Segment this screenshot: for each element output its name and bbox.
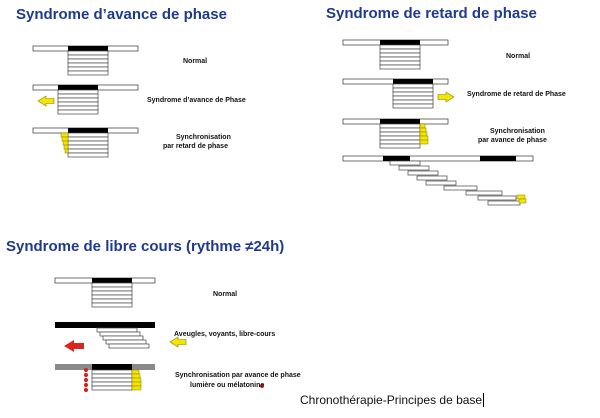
- dark-bar: [55, 322, 155, 328]
- delay-shifted-row: [343, 79, 454, 108]
- label-advance-sync-1: Synchronisation: [176, 134, 231, 141]
- advance-normal-row: [33, 46, 138, 75]
- sleep-block: [58, 85, 98, 90]
- yellow-shift: [420, 124, 425, 128]
- label-advance-shifted: Syndrome d’avance de Phase: [147, 97, 246, 104]
- text-cursor: [483, 393, 484, 407]
- night-step: [92, 382, 132, 386]
- night-step: [92, 374, 132, 378]
- label-free-run-sync-2: lumière ou mélatonine: [190, 382, 265, 389]
- yellow-shift: [420, 140, 428, 144]
- nights-stack: [380, 45, 420, 69]
- label-free-run-sync-1: Synchronisation par avance de phase: [175, 372, 301, 379]
- yellow-shift: [132, 386, 141, 390]
- red-dot: [84, 378, 88, 382]
- nights-stack: [68, 51, 108, 75]
- yellow-shift: [132, 370, 139, 374]
- yellow-shift: [519, 199, 526, 203]
- free-run-normal-row: [55, 278, 155, 307]
- yellow-shift: [132, 382, 141, 386]
- night-step: [106, 340, 146, 344]
- yellow-shift: [63, 141, 68, 145]
- nights-stack: [58, 90, 98, 114]
- nights-stack: [92, 283, 132, 307]
- left-arrow-icon: [38, 96, 54, 106]
- sleep-block: [68, 128, 108, 133]
- advance-sync-row: [33, 128, 138, 157]
- sleep-block: [92, 364, 132, 370]
- nights-stack: [68, 133, 108, 157]
- night-step: [399, 166, 429, 170]
- delay-normal-row: [343, 40, 448, 69]
- yellow-shift: [420, 132, 427, 136]
- free-run-drift-row: [55, 322, 186, 352]
- sleep-block: [92, 278, 132, 283]
- red-dot: [84, 383, 88, 387]
- night-step: [109, 344, 149, 348]
- night-step: [390, 161, 420, 165]
- red-dot: [84, 388, 88, 392]
- yellow-shift: [65, 149, 68, 153]
- title-delay: Syndrome de retard de phase: [326, 5, 537, 22]
- yellow-shift: [132, 378, 141, 382]
- title-advance: Syndrome d’avance de phase: [16, 6, 227, 23]
- right-arrow-icon: [438, 92, 454, 102]
- sleep-block: [480, 156, 516, 161]
- label-delay-normal: Normal: [506, 53, 531, 60]
- night-step: [466, 191, 502, 195]
- sleep-block: [380, 119, 420, 124]
- yellow-shift: [420, 136, 428, 140]
- nights-stack: [393, 84, 433, 108]
- night-step: [488, 201, 520, 205]
- sleep-block: [393, 79, 433, 84]
- sleep-block: [68, 46, 108, 51]
- delay-staircase: [343, 156, 533, 205]
- red-dot: [84, 368, 88, 372]
- label-delay-shifted: Syndrome de retard de Phase: [467, 91, 566, 98]
- night-step: [100, 332, 140, 336]
- yellow-shift: [517, 195, 525, 199]
- label-delay-sync-2: par avance de phase: [478, 137, 547, 144]
- label-delay-sync-1: Synchronisation: [490, 128, 545, 135]
- yellow-shift: [132, 374, 140, 378]
- sleep-block: [383, 156, 410, 161]
- yellow-shift: [420, 128, 426, 132]
- night-step: [92, 378, 132, 382]
- yellow-shift: [64, 145, 68, 149]
- sleep-block: [380, 40, 420, 45]
- caption: [300, 393, 484, 407]
- night-step: [103, 336, 143, 340]
- night-step: [417, 176, 447, 180]
- night-step: [97, 328, 137, 332]
- nights-stack: [380, 124, 420, 148]
- yellow-shift: [62, 137, 68, 141]
- red-arrow-icon: [64, 340, 84, 352]
- label-advance-sync-2: par retard de phase: [163, 143, 228, 150]
- night-step: [408, 171, 438, 175]
- label-advance-normal: Normal: [183, 58, 208, 65]
- delay-sync-row: [343, 119, 448, 148]
- yellow-shift: [61, 133, 68, 137]
- title-free-run: Syndrome de libre cours (rythme ≠24h): [6, 238, 285, 255]
- advance-shifted-row: [33, 85, 138, 114]
- night-step: [92, 370, 132, 374]
- label-free-run-normal: Normal: [213, 291, 238, 298]
- night-step: [92, 386, 132, 390]
- night-step: [478, 196, 516, 200]
- red-dot: [84, 373, 88, 377]
- night-step: [426, 181, 456, 185]
- night-step: [444, 186, 477, 190]
- caption-text: Chronothérapie-Principes de base: [300, 393, 483, 407]
- label-free-run-blind: Aveugles, voyants, libre-cours: [174, 331, 276, 338]
